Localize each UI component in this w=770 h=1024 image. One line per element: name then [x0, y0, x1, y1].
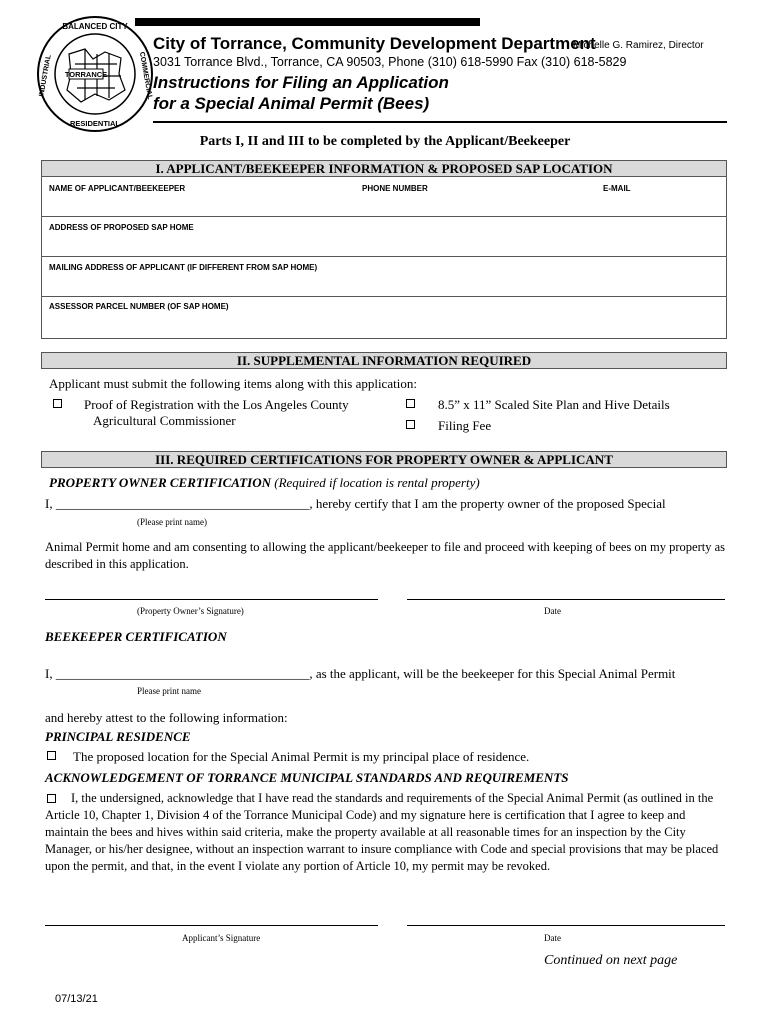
section3-heading: III. REQUIRED CERTIFICATIONS FOR PROPERTY OWNER & APPLICANT [41, 451, 727, 468]
seal-left-text: INDUSTRIAL [38, 54, 53, 98]
form-row-divider [41, 256, 727, 257]
document-title-line2: for a Special Animal Permit (Bees) [153, 94, 430, 113]
principal-residence-checkbox[interactable] [47, 751, 56, 760]
applicant-signature-caption: Applicant’s Signature [182, 933, 261, 943]
attest-text: and hereby attest to the following information: [45, 710, 288, 725]
site-plan-label: 8.5” x 11” Scaled Site Plan and Hive Details [438, 397, 670, 412]
proof-registration-line2: Agricultural Commissioner [93, 413, 236, 428]
name-field-label: NAME OF APPLICANT/BEEKEEPER [49, 184, 186, 193]
supplemental-intro: Applicant must submit the following items along with this application: [49, 376, 417, 391]
email-field-label: E-MAIL [603, 184, 631, 193]
form-row-divider [41, 216, 727, 217]
owner-cert-heading: PROPERTY OWNER CERTIFICATION [49, 475, 272, 490]
owner-cert-heading-row [49, 475, 480, 491]
document-title-line1: Instructions for Filing an Application [153, 73, 449, 92]
section2-heading: II. SUPPLEMENTAL INFORMATION REQUIRED [41, 352, 727, 369]
beekeeper-cert-heading: BEEKEEPER CERTIFICATION [45, 629, 227, 644]
beekeeper-cert-line-end: , as the applicant, will be the beekeeper for this Special Animal Permit [309, 666, 676, 681]
phone-field-label: PHONE NUMBER [362, 184, 428, 193]
site-plan-checkbox[interactable] [406, 399, 415, 408]
applicant-signature-line[interactable] [45, 925, 378, 926]
sap-address-input[interactable] [42, 234, 726, 255]
form-row-divider [41, 296, 727, 297]
principal-residence-text: The proposed location for the Special Animal Permit is my principal place of residence. [73, 749, 530, 764]
owner-date-caption: Date [544, 606, 561, 616]
principal-residence-heading: PRINCIPAL RESIDENCE [45, 729, 191, 744]
owner-consent-paragraph: Animal Permit home and am consenting to allowing the applicant/beekeeper to file and proceed with keeping of bees on my property as described in this application. [45, 540, 726, 571]
header-bottom-rule [153, 121, 727, 123]
beekeeper-cert-line [45, 666, 675, 682]
owner-cert-line-start: I, [45, 496, 56, 511]
owner-signature-caption: (Property Owner’s Signature) [137, 606, 244, 616]
parcel-number-input[interactable] [42, 313, 726, 337]
city-seal-logo [35, 14, 155, 134]
proof-registration-checkbox[interactable] [53, 399, 62, 408]
owner-signature-line[interactable] [45, 599, 378, 600]
seal-bottom-text: RESIDENTIAL [69, 119, 121, 128]
email-input[interactable] [598, 195, 726, 215]
section1-heading: I. APPLICANT/BEEKEEPER INFORMATION & PROPOSED SAP LOCATION [41, 160, 727, 177]
form-revision-date: 07/13/21 [55, 993, 98, 1005]
parcel-number-label: ASSESSOR PARCEL NUMBER (OF SAP HOME) [49, 302, 229, 311]
director-name: Michelle G. Ramirez, Director [573, 40, 704, 51]
continued-note: Continued on next page [544, 953, 678, 968]
header-top-rule [135, 18, 480, 26]
applicant-name-input[interactable] [42, 195, 352, 215]
owner-cert-line [45, 496, 666, 512]
owner-print-name-caption: (Please print name) [137, 517, 207, 527]
acknowledgement-paragraph: I, the undersigned, acknowledge that I have read the standards and requirements of the Special Animal Permit (as outlined in the Article 10, Chapter 1, Division 4 of the Torrance Municipal Code) and my signature here is certification that I agree to keep and maintain the bees and hives within said criteria, make the property available at all reasonable times for an inspection by the City Manager, or his/her designee, without an inspection warrant to insure compliance with Code and special provisions that may be placed upon the permit, and that, in the event I violate any portion of Article 10, my permit may be revoked. [45, 791, 719, 873]
document-title [153, 72, 449, 114]
parts-instruction: Parts I, II and III to be completed by the Applicant/Beekeeper [199, 134, 571, 149]
beekeeper-cert-line-start: I, [45, 666, 56, 681]
filing-fee-label: Filing Fee [438, 418, 492, 433]
owner-cert-line-end: , hereby certify that I am the property owner of the proposed Special [309, 496, 666, 511]
filing-fee-checkbox[interactable] [406, 420, 415, 429]
seal-right-text: COMMERCIAL [137, 51, 154, 101]
beekeeper-print-name-caption: Please print name [137, 686, 201, 696]
owner-name-blank[interactable]: _______________________________________ [55, 496, 310, 511]
owner-date-line[interactable] [407, 599, 725, 600]
seal-center-text: TORRANCE [64, 70, 108, 79]
applicant-date-line[interactable] [407, 925, 725, 926]
phone-number-input[interactable] [360, 195, 590, 215]
department-address: 3031 Torrance Blvd., Torrance, CA 90503, Phone (310) 618-5990 Fax (310) 618-5829 [153, 55, 627, 69]
city-department-title: City of Torrance, Community Development Department [153, 34, 596, 53]
owner-cert-note: (Required if location is rental property) [274, 475, 480, 490]
mailing-address-input[interactable] [42, 274, 726, 295]
acknowledgement-heading: ACKNOWLEDGEMENT OF TORRANCE MUNICIPAL STANDARDS AND REQUIREMENTS [45, 770, 569, 785]
proof-registration-line1: Proof of Registration with the Los Angeles County [84, 397, 349, 412]
sap-address-label: ADDRESS OF PROPOSED SAP HOME [49, 223, 194, 232]
mailing-address-label: MAILING ADDRESS OF APPLICANT (IF DIFFERENT FROM SAP HOME) [49, 263, 318, 272]
seal-top-text: BALANCED CITY [62, 22, 128, 31]
beekeeper-name-blank[interactable]: _______________________________________ [55, 666, 310, 681]
applicant-date-caption: Date [544, 933, 561, 943]
